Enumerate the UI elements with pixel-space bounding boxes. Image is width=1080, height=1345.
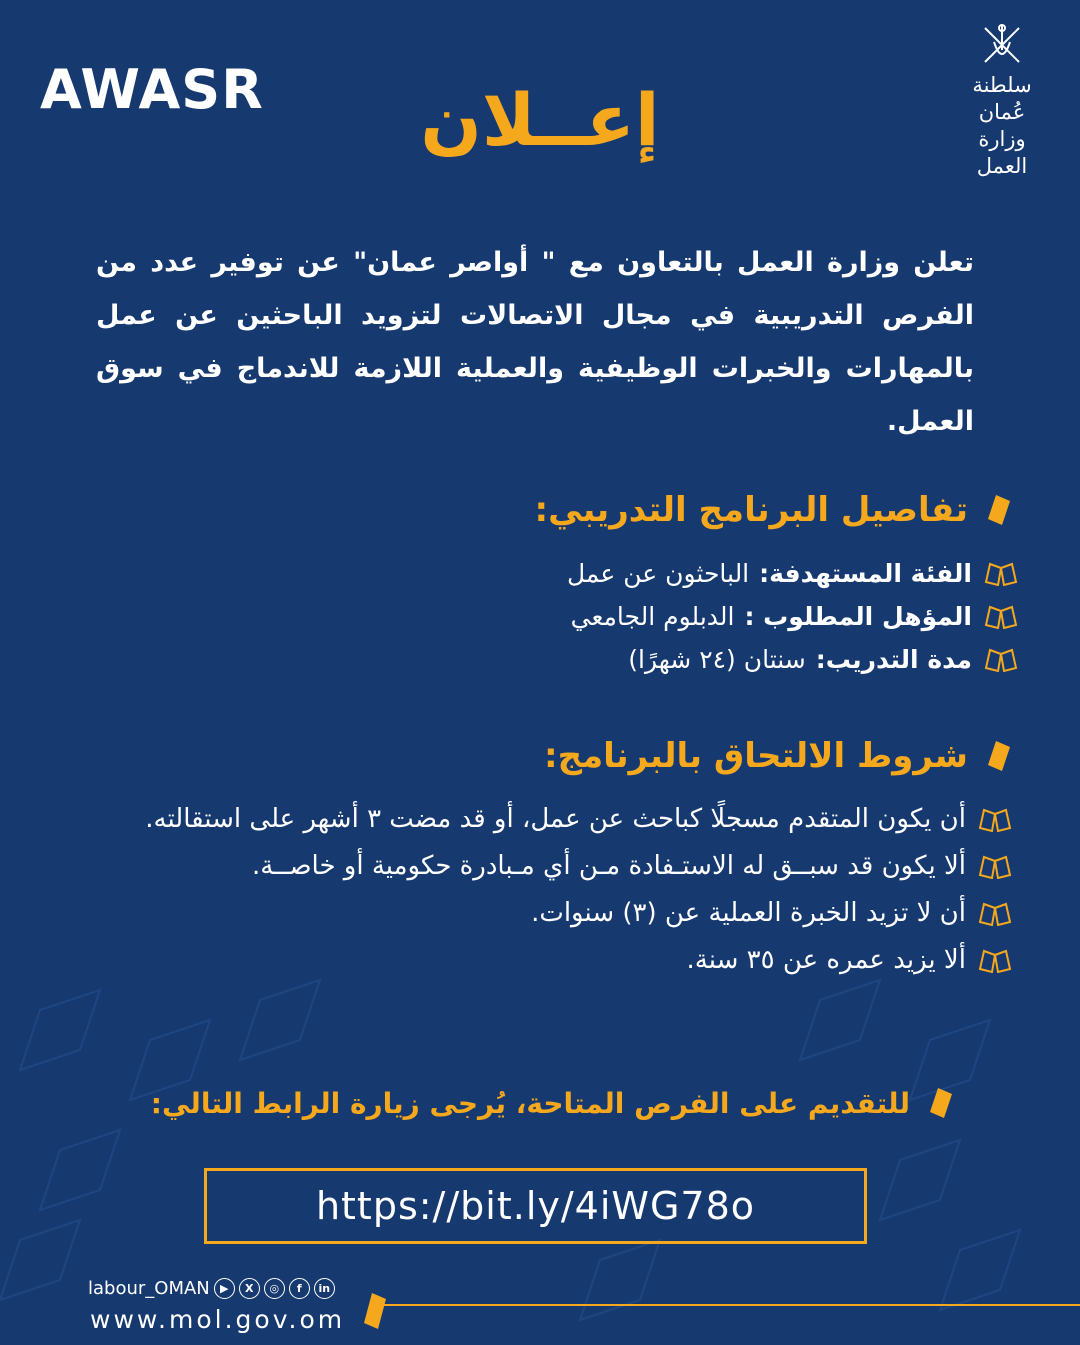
detail-label: الفئة المستهدفة:: [759, 559, 972, 588]
list-item: [112, 843, 1012, 890]
list-item: [112, 890, 1012, 937]
detail-label: مدة التدريب:: [815, 645, 972, 674]
condition-text: ألا يزيد عمره عن ٣٥ سنة.: [686, 945, 966, 975]
social-handle: labour_OMAN: [88, 1278, 210, 1299]
detail-value: الدبلوم الجامعي: [570, 602, 735, 631]
list-item: [567, 638, 1018, 681]
facebook-icon[interactable]: f: [289, 1278, 310, 1299]
cta-text: للتقديم على الفرص المتاحة، يُرجى زيارة الرابط التالي:: [150, 1086, 910, 1120]
open-book-icon: [978, 902, 1012, 926]
conditions-list: [112, 796, 1012, 984]
list-item: [112, 796, 1012, 843]
detail-label: المؤهل المطلوب :: [744, 602, 972, 631]
program-details-list: [567, 552, 1018, 681]
list-item: [567, 595, 1018, 638]
flag-marker-icon: [986, 493, 1012, 527]
page-title: إعــلان: [420, 78, 660, 162]
condition-text: أن يكون المتقدم مسجلًا كباحث عن عمل، أو قد مضت ٣ أشهر على استقالته.: [145, 804, 966, 834]
intro-paragraph: تعلن وزارة العمل بالتعاون مع " أواصر عمان" عن توفير عدد من الفرص التدريبية في مجال الاتصالات لتزويد الباحثين عن عمل بالمهارات والخبرات الوظيفية والعملية اللازمة للاندماج في سوق العمل.: [96, 247, 974, 437]
conditions-heading: [544, 736, 1012, 776]
khanjar-emblem-icon: [977, 22, 1027, 68]
youtube-icon[interactable]: ▶: [214, 1278, 235, 1299]
emblem-line-1: سلطنة عُمان: [972, 73, 1032, 124]
open-book-icon: [978, 855, 1012, 879]
condition-text: ألا يكون قد سبــق له الاستـفادة مـن أي مـبادرة حكومية أو خاصــة.: [252, 851, 966, 881]
open-book-icon: [984, 605, 1018, 629]
list-item: [567, 552, 1018, 595]
emblem-line-2: وزارة العمل: [976, 127, 1028, 178]
open-book-icon: [984, 648, 1018, 672]
social-handle-row: [88, 1278, 335, 1299]
program-heading-text: تفاصيل البرنامج التدريبي:: [534, 490, 968, 530]
linkedin-icon[interactable]: in: [314, 1278, 335, 1299]
open-book-icon: [978, 808, 1012, 832]
condition-text: أن لا تزيد الخبرة العملية عن (٣) سنوات.: [531, 898, 966, 928]
list-item: [112, 937, 1012, 984]
instagram-icon[interactable]: ◎: [264, 1278, 285, 1299]
x-icon[interactable]: X: [239, 1278, 260, 1299]
website-url[interactable]: www.mol.gov.om: [90, 1305, 346, 1334]
open-book-icon: [984, 562, 1018, 586]
flag-marker-icon: [986, 739, 1012, 773]
flag-marker-icon: [362, 1291, 388, 1331]
program-heading: [535, 490, 1012, 530]
detail-value: الباحثون عن عمل: [566, 559, 750, 588]
awasr-logo: AWASR: [40, 58, 264, 121]
conditions-heading-text: شروط الالتحاق بالبرنامج:: [543, 736, 968, 776]
detail-value: سنتان (٢٤ شهرًا): [628, 645, 806, 674]
registration-link[interactable]: https://bit.ly/4iWG78o: [204, 1168, 867, 1244]
footer-divider: [384, 1304, 1080, 1306]
open-book-icon: [978, 949, 1012, 973]
flag-marker-icon: [928, 1086, 954, 1120]
cta-heading: [151, 1086, 954, 1120]
